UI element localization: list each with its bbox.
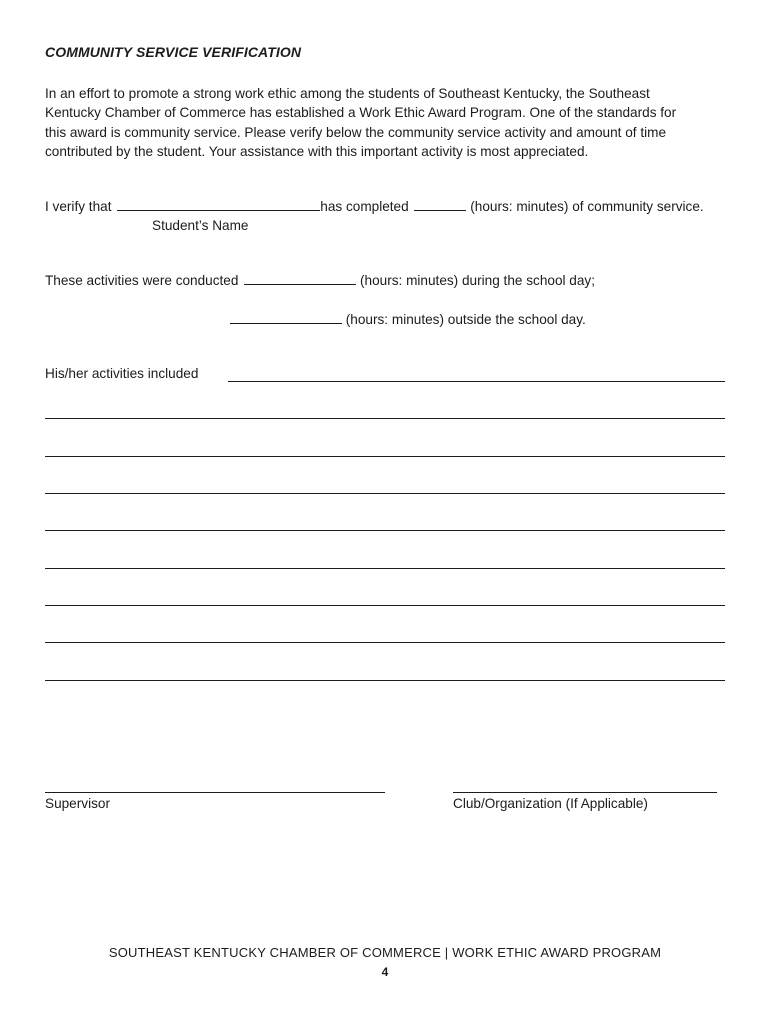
page-number: 4 <box>381 965 389 979</box>
club-organization-field[interactable] <box>453 792 717 793</box>
student-name-label: Student’s Name <box>152 218 249 233</box>
hours-outside-school-field[interactable] <box>230 311 342 324</box>
activities-during-statement <box>45 272 595 288</box>
page-footer: SOUTHEAST KENTUCKY CHAMBER OF COMMERCE | WORK ETHIC AWARD PROGRAM <box>108 945 662 960</box>
activities-description-line[interactable] <box>45 642 725 643</box>
intro-line: In an effort to promote a strong work ethic among the students of Southeast Kentucky, the Southeast <box>45 86 650 101</box>
activities-description-line[interactable] <box>45 493 725 494</box>
activities-prefix: These activities were conducted <box>45 273 239 288</box>
activities-description-field[interactable] <box>228 381 725 382</box>
activities-outside-label: (hours: minutes) outside the school day. <box>345 312 586 327</box>
activities-included-label: His/her activities included <box>45 366 199 381</box>
verify-prefix: I verify that <box>45 199 112 214</box>
activities-during-label: (hours: minutes) during the school day; <box>360 273 595 288</box>
club-organization-label: Club/Organization (If Applicable) <box>453 796 648 811</box>
student-name-field[interactable] <box>117 198 320 211</box>
page-title: COMMUNITY SERVICE VERIFICATION <box>45 44 302 60</box>
intro-line: this award is community service. Please verify below the community service activity and amount of time <box>45 124 667 140</box>
activities-description-line[interactable] <box>45 456 725 457</box>
activities-description-line[interactable] <box>45 605 725 606</box>
verify-suffix: (hours: minutes) of community service. <box>470 199 704 214</box>
activities-description-line[interactable] <box>45 530 725 531</box>
intro-paragraph <box>45 84 735 161</box>
activities-outside-statement <box>230 311 586 327</box>
activities-description-line[interactable] <box>45 568 725 569</box>
intro-line: contributed by the student. Your assistance with this important activity is most appreciated. <box>45 143 589 159</box>
verify-middle: has completed <box>320 199 409 214</box>
activities-description-line[interactable] <box>45 418 725 419</box>
supervisor-label: Supervisor <box>45 796 110 811</box>
hours-during-school-field[interactable] <box>244 272 356 285</box>
hours-completed-field[interactable] <box>414 198 466 211</box>
intro-line: Kentucky Chamber of Commerce has established a Work Ethic Award Program. One of the standards for <box>45 105 677 121</box>
verify-statement <box>45 198 704 214</box>
supervisor-signature-field[interactable] <box>45 792 385 793</box>
activities-description-line[interactable] <box>45 680 725 681</box>
